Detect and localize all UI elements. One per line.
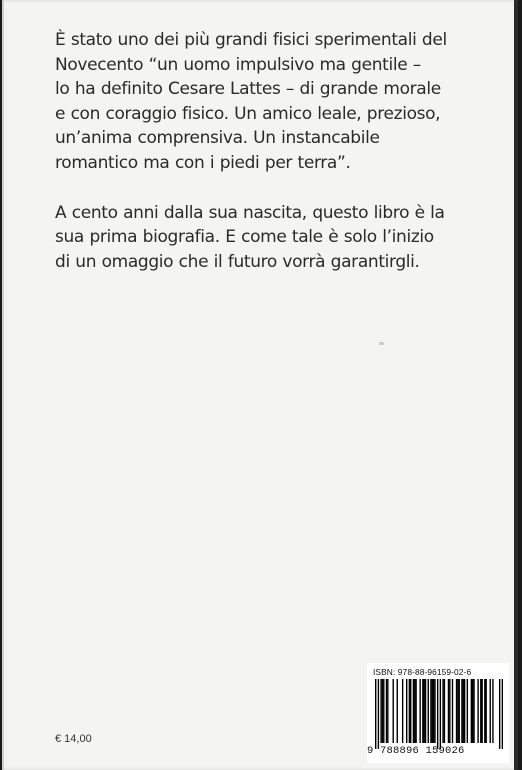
barcode-bar [484, 679, 485, 743]
barcode-guard-bar [437, 679, 438, 749]
paragraph-gap [55, 176, 475, 201]
blurb-text [55, 28, 475, 274]
barcode-image [375, 679, 503, 749]
blurb-line: A cento anni dalla sua nascita, questo libro è la [55, 202, 445, 223]
barcode-bar [386, 679, 387, 743]
barcode-bar [448, 679, 449, 743]
barcode-bar [402, 679, 403, 743]
barcode-bar [397, 679, 398, 743]
barcode-bar [457, 679, 458, 743]
barcode-guard-bar [440, 679, 441, 749]
barcode-bar [461, 679, 462, 743]
barcode-bar [424, 679, 425, 743]
barcode-bar [410, 679, 411, 743]
barcode-bar [406, 679, 407, 743]
barcode-bar [415, 679, 416, 743]
blurb-line: romantico ma con i piedi per terra”. [55, 152, 351, 173]
barcode-bar [485, 679, 486, 743]
barcode-bar [433, 679, 434, 743]
barcode-bar [463, 679, 464, 743]
blurb-line: sua prima biografia. E come tale è solo l’inizio [55, 227, 434, 248]
barcode-guard-bar [375, 679, 376, 749]
cover-right-edge [514, 0, 518, 770]
barcode-bar [473, 679, 474, 743]
barcode-bar [472, 679, 473, 743]
barcode-bar [393, 679, 394, 743]
barcode-bar [442, 679, 443, 743]
blurb-line: e con coraggio fisico. Un amico leale, prezioso, [55, 103, 441, 124]
barcode-bar [434, 679, 435, 743]
back-cover [2, 0, 518, 770]
barcode-bar [422, 679, 423, 743]
barcode-bar [409, 679, 410, 743]
barcode-bar [414, 679, 415, 743]
barcode-bar [477, 679, 478, 743]
isbn-label: ISBN: 978-88-96159-02-6 [373, 667, 472, 677]
barcode-guard-bar [499, 679, 500, 749]
barcode-bar [387, 679, 388, 743]
barcode-bar [382, 679, 383, 743]
blurb-line: È stato uno dei più grandi fisici sperimentali del [55, 30, 447, 50]
barcode-bar [492, 679, 493, 743]
barcode-bar [459, 679, 460, 743]
barcode-bar [413, 679, 414, 743]
barcode-bar [449, 679, 450, 743]
barcode-bar [471, 679, 472, 743]
barcode-bar [430, 679, 431, 743]
barcode-bar [383, 679, 384, 743]
barcode-bar [452, 679, 453, 743]
cover-left-edge [2, 0, 4, 770]
blurb-line: lo ha definito Cesare Lattes – di grande morale [55, 79, 441, 100]
barcode-bar [490, 679, 491, 743]
barcode-bar [456, 679, 457, 743]
barcode-bar [428, 679, 429, 743]
barcode-bar [380, 679, 381, 743]
barcode-guard-bar [378, 679, 379, 749]
blurb-line: Novecento “un uomo impulsivo ma gentile – [55, 54, 421, 75]
barcode-bar [432, 679, 433, 743]
isbn-barcode-block [367, 663, 509, 763]
barcode-bar [444, 679, 445, 743]
price-label: € 14,00 [55, 733, 92, 745]
barcode-bar [467, 679, 468, 743]
print-speck [379, 342, 384, 345]
barcode-bar [464, 679, 465, 743]
barcode-bar [425, 679, 426, 743]
blurb-line: di un omaggio che il futuro vorrà garantirgli. [55, 251, 420, 272]
barcode-bar [419, 679, 420, 743]
blurb-line: un’anima comprensiva. Un instancabile [55, 128, 380, 149]
barcode-guard-bar [502, 679, 503, 749]
barcode-bar [481, 679, 482, 743]
barcode-bar [480, 679, 481, 743]
ean-number: 9 788896 159026 [367, 745, 465, 757]
